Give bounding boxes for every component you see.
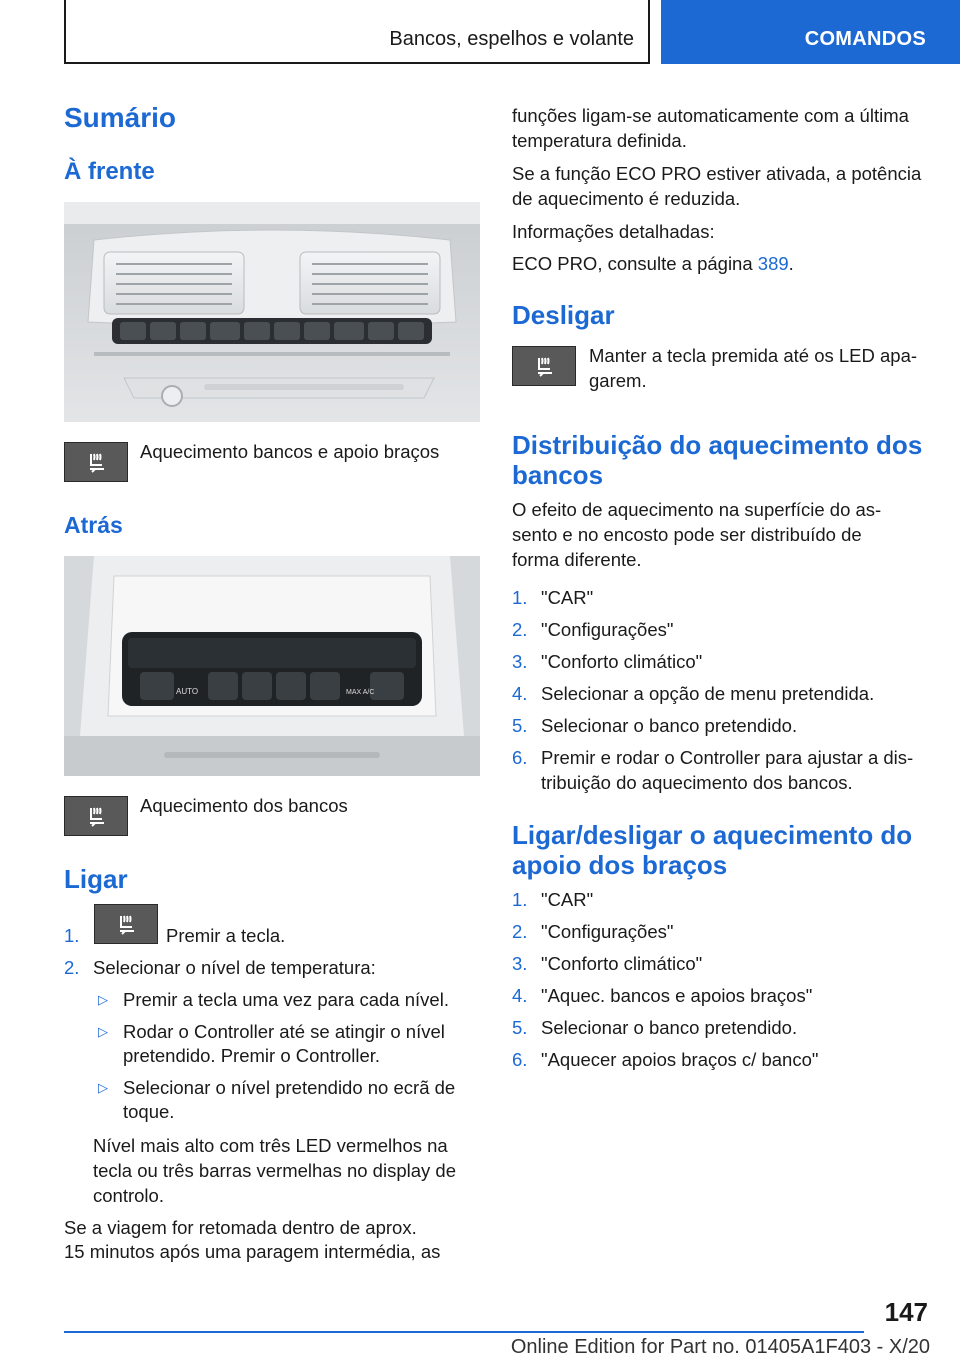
page-number: 147 [884, 1297, 928, 1327]
switch-off-text: Manter a tecla premida até os LED apa- [589, 345, 918, 366]
distribution-heading: bancos [512, 460, 604, 490]
switch-off-text: garem. [589, 370, 647, 391]
page-link[interactable]: 389 [757, 253, 789, 274]
step-text: "CAR" [541, 889, 594, 910]
step-text: "Aquecer apoios braços c/ banco" [541, 1049, 819, 1070]
distribution-text: sento e no encosto pode ser distribuído de [512, 524, 862, 545]
note-line: tecla ou três barras vermelhas no display de [93, 1160, 456, 1181]
step-text: Selecionar o banco pretendido. [541, 1017, 798, 1038]
header-section-box [64, 0, 650, 64]
step-text: tribuição do aquecimento dos bancos. [541, 772, 853, 793]
step-number: 6. [512, 747, 528, 768]
front-icon-caption: Aquecimento bancos e apoio braços [140, 441, 440, 462]
step-number: 2. [512, 619, 528, 640]
step-number: 1. [512, 889, 528, 910]
triangle-bullet-icon: ▷ [98, 992, 108, 1007]
bullet-text: Premir a tecla uma vez para cada nível. [123, 989, 449, 1010]
distribution-text: O efeito de aquecimento na superfície do as- [512, 499, 882, 520]
step-text: "CAR" [541, 587, 594, 608]
seat-heating-icon [512, 346, 576, 386]
bullet-text: Rodar o Controller até se atingir o nível [123, 1021, 445, 1042]
switch-on-heading: Ligar [64, 864, 128, 894]
rear-photo-auto-label: AUTO [176, 687, 199, 696]
bullet-text: toque. [123, 1101, 175, 1122]
header-chapter-label: COMANDOS [804, 28, 926, 50]
step-text: "Aquec. bancos e apoios braços" [541, 985, 813, 1006]
step-number: 4. [512, 683, 528, 704]
step-text: "Conforto climático" [541, 651, 703, 672]
step-number: 3. [512, 651, 528, 672]
armrest-heading: apoio dos braços [512, 850, 728, 880]
footer-divider [64, 1331, 864, 1333]
note-line: Nível mais alto com três LED vermelhos na [93, 1135, 448, 1156]
front-console-photo [64, 202, 480, 422]
triangle-bullet-icon: ▷ [98, 1024, 108, 1039]
step-number: 2. [512, 921, 528, 942]
header-section-title: Bancos, espelhos e volante [389, 28, 634, 50]
step-text: Selecionar o nível de temperatura: [93, 957, 376, 978]
step-number: 3. [512, 953, 528, 974]
continued-line: funções ligam-se automaticamente com a última [512, 105, 909, 126]
rear-photo-max-label: MAX A/C [346, 689, 375, 696]
step-text: "Configurações" [541, 921, 674, 942]
header-chapter-tab[interactable] [661, 0, 960, 64]
page-title: Sumário [64, 102, 177, 133]
seat-heating-icon [94, 904, 158, 944]
resume-line: 15 minutos após uma paragem intermédia, as [64, 1241, 441, 1262]
step-text: Premir a tecla. [166, 925, 286, 946]
continued-line: temperatura definida. [512, 130, 687, 151]
step-text: Selecionar o banco pretendido. [541, 715, 798, 736]
step-number: 2. [64, 957, 80, 978]
triangle-bullet-icon: ▷ [98, 1080, 108, 1095]
seat-heating-icon [64, 442, 128, 482]
step-number: 1. [512, 587, 528, 608]
seat-heating-icon [64, 796, 128, 836]
eco-reference: ECO PRO, consulte a página 389. [512, 253, 794, 274]
switch-off-heading: Desligar [512, 300, 615, 330]
step-text: Premir e rodar o Controller para ajustar a dis- [541, 747, 914, 768]
step-text: "Configurações" [541, 619, 674, 640]
bullet-text: Selecionar o nível pretendido no ecrã de [123, 1077, 456, 1098]
step-number: 1. [64, 925, 80, 946]
bullet-text: pretendido. Premir o Controller. [123, 1045, 381, 1066]
step-text: Selecionar a opção de menu pretendida. [541, 683, 875, 704]
footer-edition: Online Edition for Part no. 01405A1F403 - X/20 [510, 1336, 930, 1358]
step-number: 4. [512, 985, 528, 1006]
detail-label: Informações detalhadas: [512, 221, 715, 242]
step-number: 5. [512, 1017, 528, 1038]
step-number: 5. [512, 715, 528, 736]
distribution-heading: Distribuição do aquecimento dos [512, 430, 923, 460]
front-heading: À frente [64, 158, 155, 185]
distribution-text: forma diferente. [512, 549, 642, 570]
eco-line: Se a função ECO PRO estiver ativada, a potência [512, 163, 922, 184]
note-line: controlo. [93, 1185, 164, 1206]
step-text: "Conforto climático" [541, 953, 703, 974]
rear-console-photo [64, 556, 480, 776]
eco-line: de aquecimento é reduzida. [512, 188, 741, 209]
resume-line: Se a viagem for retomada dentro de aprox. [64, 1217, 417, 1238]
step-number: 6. [512, 1049, 528, 1070]
rear-icon-caption: Aquecimento dos bancos [140, 795, 348, 816]
rear-heading: Atrás [64, 512, 123, 538]
armrest-heading: Ligar/desligar o aquecimento do [512, 820, 913, 850]
